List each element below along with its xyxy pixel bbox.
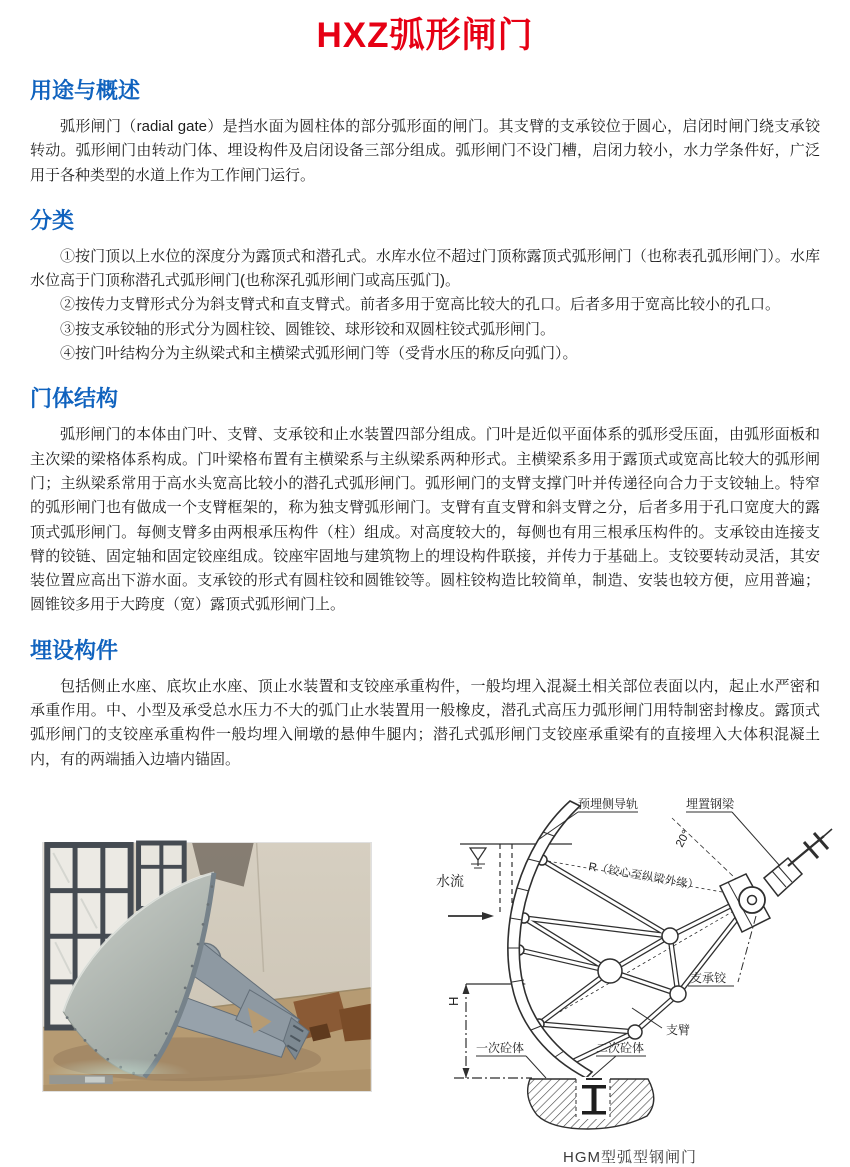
label-support-arm: 支臂: [666, 1022, 691, 1037]
section-heading-purpose: 用途与概述: [30, 78, 141, 103]
label-steel-beam: 埋置钢梁: [686, 796, 735, 811]
support-hinge-assembly: [720, 829, 832, 932]
paragraph-embedded: 包括侧止水座、底坎止水座、顶止水装置和支铰座承重构件，一般均埋入混凝土相关部位表面以内，起止水严密和承重作用。中、小型及承受总水压力不大的弧门止水装置用一般橡皮，潜孔式高压力弧形闸门用特制密封橡皮。露顶式弧形闸门的支铰座承重构件一般均埋入闸墩的悬伸牛腿内；潜孔式弧形闸门支铰座承重梁有的直接埋入大体积混凝土内，有的两端插入边墙内锚固。: [30, 677, 820, 768]
section-heading-structure: 门体结构: [30, 386, 119, 412]
label-radius: R（铰心至纵梁外缘）: [587, 861, 700, 893]
label-primary-concrete: 一次砼体: [476, 1040, 525, 1055]
diagram-caption: HGM型弧型钢闸门: [563, 1148, 697, 1166]
radial-gate-photo: [42, 842, 372, 1092]
classification-item-4: ④按门叶结构分为主纵梁式和主横梁式弧形闸门等（受背水压的称反向弧门）。: [60, 345, 578, 363]
label-secondary-concrete: 二次砼体: [596, 1040, 645, 1055]
radial-gate-photo-canvas: [43, 843, 371, 1091]
catalog-page: [0, 8, 850, 1166]
classification-item-1: ①按门顶以上水位的深度分为露顶式和潜孔式。水库水位不超过门顶称露顶式弧形闸门（也称表孔弧形闸门）。水库水位高于门顶称潜孔式弧形闸门(也称深孔弧形闸门或高压弧门)。: [30, 247, 820, 290]
classification-item-3: ③按支承铰轴的形式分为圆柱铰、圆锥铰、球形铰和双圆柱铰式弧形闸门。: [60, 320, 556, 338]
section-heading-classification: 分类: [30, 207, 75, 233]
classification-item-2: ②按传力支臂形式分为斜支臂式和直支臂式。前者多用于宽高比较大的孔口。后者多用于宽高比较小的孔口。: [60, 296, 781, 314]
paragraph-purpose: 弧形闸门（radial gate）是挡水面为圆柱体的部分弧形面的闸门。其支臂的支承铰位于圆心，启闭时闸门绕支承铰转动。弧形闸门由转动门体、埋设构件及启闭设备三部分组成。弧形闸门不设门槽，启闭力较小，水力学条件好，广泛用于各种类型的水道上作为工作闸门运行。: [30, 118, 820, 184]
concrete-base: [528, 1077, 654, 1129]
label-support-hinge: 支承铰: [690, 970, 727, 985]
gate-structure-diagram: [420, 786, 840, 1167]
label-water-flow: 水流: [436, 872, 464, 889]
label-height: H: [446, 996, 461, 1006]
label-angle: 20°: [674, 828, 693, 850]
page-title: HXZ弧形闸门: [316, 16, 534, 55]
paragraph-structure: 弧形闸门的本体由门叶、支臂、支承铰和止水装置四部分组成。门叶是近似平面体系的弧形受压面，由弧形面板和主次梁的梁格体系构成。门叶梁格布置有主横梁系与主纵梁系两种形式。主横梁系多用于露顶式或宽高比较大的弧形闸门；主纵梁系常用于高水头宽高比较小的潜孔式弧形闸门。弧形闸门的支臂支撑门叶并传递径向合力于支铰轴上。特窄的弧形闸门也有做成一个支臂框架的，称为独支臂弧形闸门。支臂有直支臂和斜支臂之分，后者多用于孔口宽度大的露顶式弧形闸门。每侧支臂多由两根承压构件（柱）组成。对高度较大的，每侧也有用三根承压构件的。支承铰由连接支臂的铰链、固定轴和固定铰座组成。铰座牢固地与建筑物上的埋设构件联接，并传力于基础上。支铰要转动灵活，其安装位置应高出下游水面。支承铰的形式有圆柱铰和圆锥铰等。圆柱铰构造比较简单，制造、安装也较方便，应用普遍；圆锥铰多用于大跨度（宽）露顶式弧形闸门上。: [30, 426, 820, 614]
section-heading-embedded: 埋设构件: [30, 637, 119, 663]
diagram-canvas: [420, 786, 840, 1131]
figure-row: [30, 786, 820, 1167]
label-guide-rail: 预埋侧导轨: [578, 796, 639, 811]
